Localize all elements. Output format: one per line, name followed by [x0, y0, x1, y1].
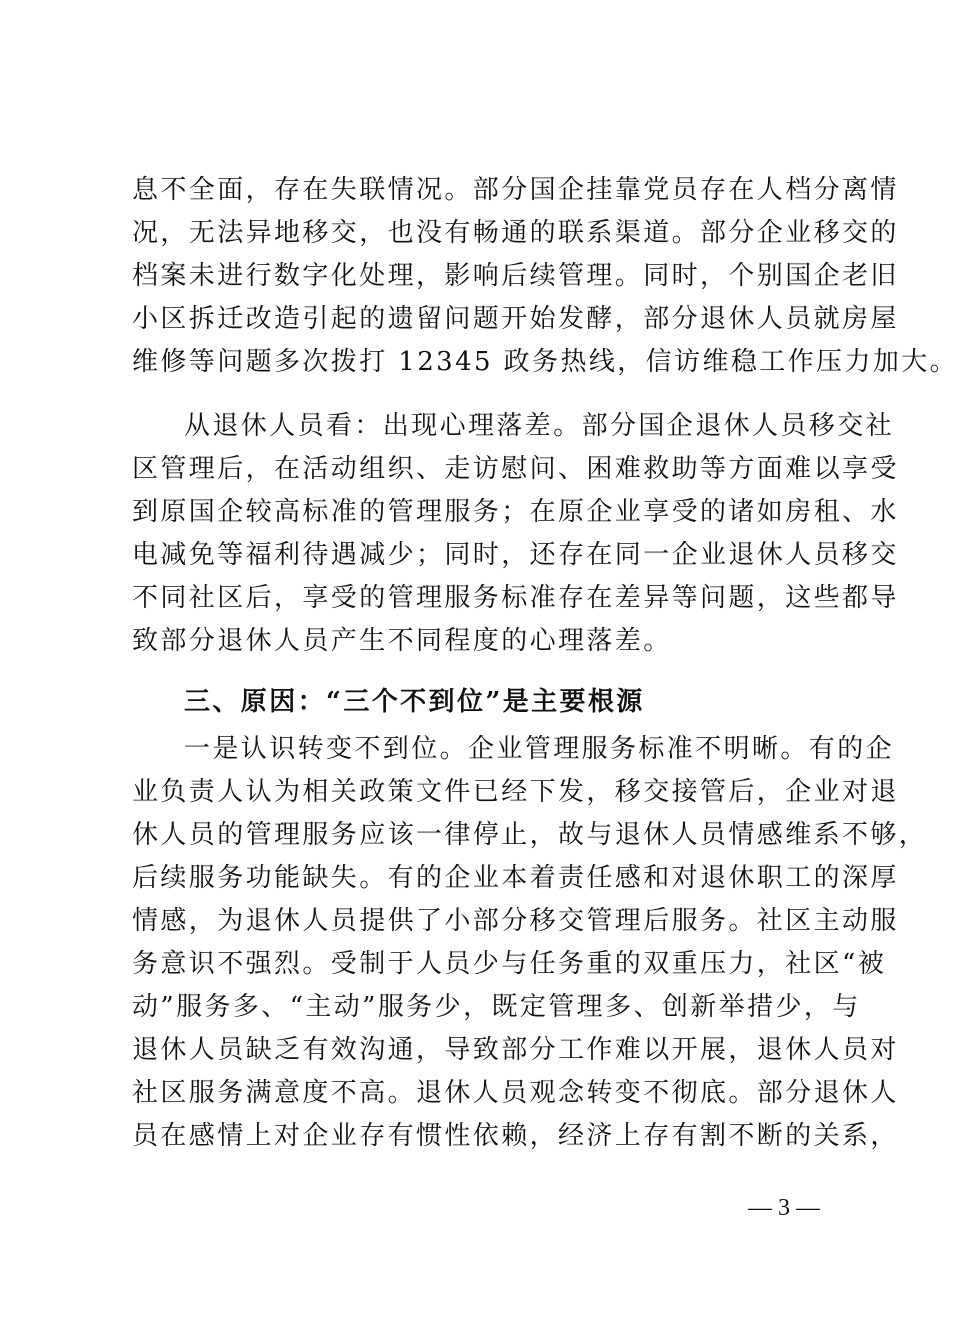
paragraph-start-line: 一是认识转变不到位。企业管理服务标准不明晰。有的企 [184, 734, 895, 764]
section-heading: 三、原因：“三个不到位”是主要根源 [184, 687, 645, 717]
text-line: 况，无法异地移交，也没有畅通的联系渠道。部分企业移交的 [132, 218, 899, 248]
text-line: 维修等问题多次拨打 12345 政务热线，信访维稳工作压力加大。 [132, 347, 958, 377]
text-line: 社区服务满意度不高。退休人员观念转变不彻底。部分退休人 [132, 1078, 899, 1108]
text-line: 不同社区后，享受的管理服务标准存在差异等问题，这些都导 [132, 583, 899, 613]
text-line: 退休人员缺乏有效沟通，导致部分工作难以开展，退休人员对 [132, 1035, 899, 1065]
text-line: 息不全面，存在失联情况。部分国企挂靠党员存在人档分离情 [132, 175, 899, 205]
text-line: 休人员的管理服务应该一律停止，故与退休人员情感维系不够， [132, 820, 928, 850]
page-number: — 3 — [748, 1195, 820, 1221]
text-line: 业负责人认为相关政策文件已经下发，移交接管后，企业对退 [132, 777, 899, 807]
text-line: 务意识不强烈。受制于人员少与任务重的双重压力，社区“被 [132, 949, 887, 979]
text-line: 区管理后，在活动组织、走访慰问、困难救助等方面难以享受 [132, 454, 899, 484]
paragraph-start-line: 从退休人员看：出现心理落差。部分国企退休人员移交社 [184, 411, 895, 441]
text-line: 电减免等福利待遇减少；同时，还存在同一企业退休人员移交 [132, 540, 899, 570]
text-line: 到原国企较高标准的管理服务；在原企业享受的诸如房租、水 [132, 497, 899, 527]
text-line: 情感，为退休人员提供了小部分移交管理后服务。社区主动服 [132, 906, 899, 936]
text-line: 动”服务多、“主动”服务少，既定管理多、创新举措少，与 [132, 992, 861, 1022]
text-line: 后续服务功能缺失。有的企业本着责任感和对退休职工的深厚 [132, 863, 899, 893]
text-line: 小区拆迁改造引起的遗留问题开始发酵，部分退休人员就房屋 [132, 304, 899, 334]
text-line: 档案未进行数字化处理，影响后续管理。同时，个别国企老旧 [132, 261, 899, 291]
text-line: 致部分退休人员产生不同程度的心理落差。 [132, 626, 672, 656]
text-line: 员在感情上对企业存有惯性依赖，经济上存有割不断的关系， [132, 1121, 899, 1151]
